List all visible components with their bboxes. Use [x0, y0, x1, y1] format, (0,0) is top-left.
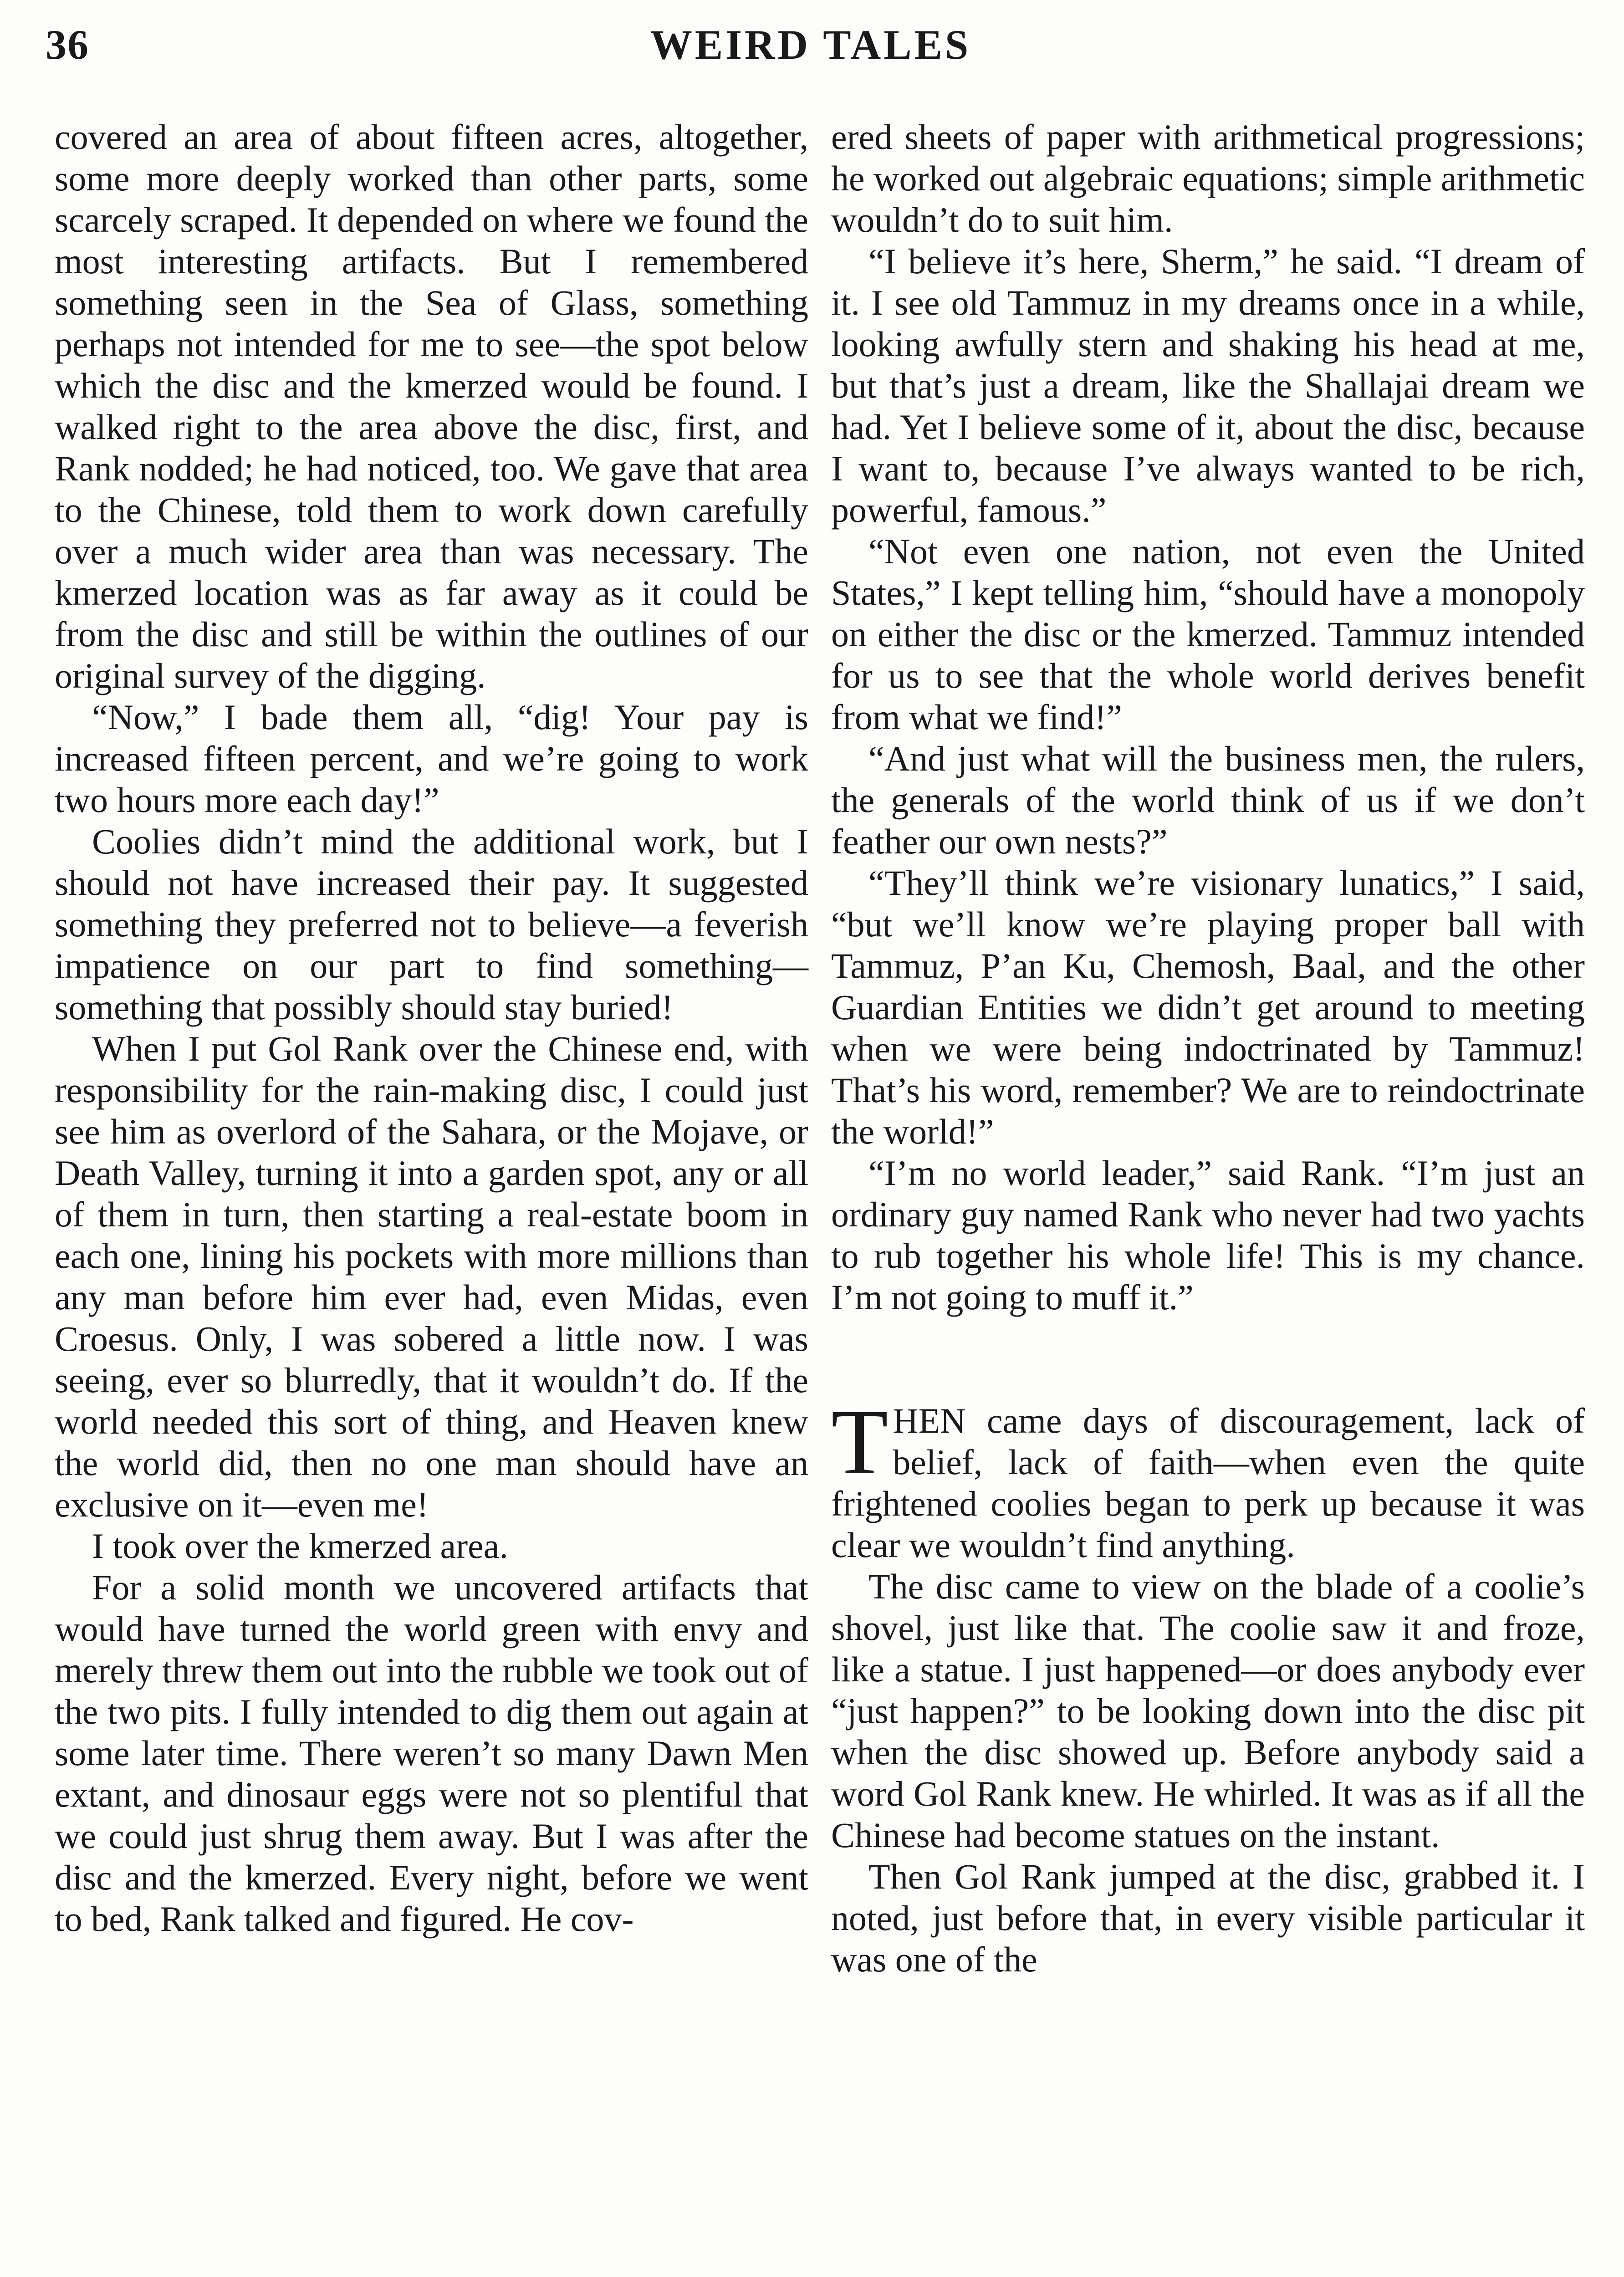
paragraph: covered an area of about fifteen acres, altogether, some more deeply worked than other parts, some scarcely scraped. It depended on where we found the most interesting artifacts. But I remembered something seen in the Sea of Glass, something perhaps not intended for me to see—the spot below which the disc and the kmerzed would be found. I walked right to the area above the disc, first, and Rank nodded; he had noticed, too. We gave that area to the Chinese, told them to work down carefully over a much wider area than was necessary. The kmerzed location was as far away as it could be from the disc and still be within the outlines of our original survey of the digging. — [55, 117, 808, 695]
paragraph: Coolies didn’t mind the additional work, but I should not have increased their pay. It suggested something they preferred not to believe—a feverish impatience on our part to find something—something that possibly should stay buried! — [55, 822, 808, 1027]
paragraph: I took over the kmerzed area. — [92, 1526, 508, 1566]
paragraph: The disc came to view on the blade of a coolie’s shovel, just like that. The coolie saw it and froze, like a statue. I just happened—or does anybody ever “just happen?” to be looking down into the disc pit when the disc showed up. Before anybody said a word Gol Rank knew. He whirled. It was as if all the Chinese had become statues on the instant. — [831, 1567, 1585, 1855]
paragraph: “I believe it’s here, Sherm,” he said. “I dream of it. I see old Tammuz in my dreams once in a while, looking awfully stern and shaking his head at me, but that’s just a dream, like the Shallajai dream we had. Yet I believe some of it, about the disc, because I want to, because I’ve always wanted to be rich, powerful, famous.” — [831, 241, 1585, 530]
paragraph: When I put Gol Rank over the Chinese end, with responsibility for the rain-making disc, I could just see him as overlord of the Sahara, or the Mojave, or Death Valley, turning it into a garden spot, any or all of them in turn, then starting a real-estate boom in each one, lining his pockets with more millions than any man before him ever had, even Midas, even Croesus. Only, I was sobered a little now. I was seeing, ever so blurredly, that it wouldn’t do. If the world needed this sort of thing, and Heaven knew the world did, then no one man should have an exclusive on it—even me! — [55, 1029, 808, 1524]
right-column — [831, 116, 1585, 1980]
paragraph: “And just what will the business men, the rulers, the generals of the world think of us if we don’t feather our own nests?” — [831, 739, 1585, 861]
paragraph: “Now,” I bade them all, “dig! Your pay is increased fifteen percent, and we’re going to work two hours more each day!” — [55, 697, 808, 820]
left-column — [55, 116, 808, 1940]
paragraph: ered sheets of paper with arithmetical progressions; he worked out algebraic equations; simple arithmetic wouldn’t do to suit him. — [831, 117, 1585, 240]
magazine-title: WEIRD TALES — [650, 21, 971, 68]
paragraph-text: HEN came days of discouragement, lack of belief, lack of faith—when even the quite frightened coolies began to perk up because it was clear we wouldn’t find anything. — [831, 1401, 1585, 1565]
paragraph: “They’ll think we’re visionary lunatics,” I said, “but we’ll know we’re playing proper ball with Tammuz, P’an Ku, Chemosh, Baal, and the other Guardian Entities we didn’t get around to meeting when we were being indoctrinated by Tammuz! That’s his word, remember? We are to reindoctrinate the world!” — [831, 863, 1585, 1151]
paragraph: Then Gol Rank jumped at the disc, grabbed it. I noted, just before that, in every visible particular it was one of the — [831, 1857, 1585, 1979]
paragraph: “I’m no world leader,” said Rank. “I’m just an ordinary guy named Rank who never had two yachts to rub together his whole life! This is my chance. I’m not going to muff it.” — [831, 1153, 1585, 1317]
paragraph: “Not even one nation, not even the United States,” I kept telling him, “should have a monopoly on either the disc or the kmerzed. Tammuz intended for us to see that the whole world derives benefit from what we find!” — [831, 531, 1585, 737]
drop-cap: T — [831, 1390, 889, 1494]
section-opening-paragraph — [831, 1390, 1585, 1566]
page-number: 36 — [46, 21, 89, 68]
page-header — [46, 18, 1576, 77]
paragraph: For a solid month we uncovered artifacts that would have turned the world green with envy and merely threw them out into the rubble we took out of the two pits. I fully intended to dig them out again at some later time. There weren’t so many Dawn Men extant, and dinosaur eggs were not so plentiful that we could just shrug them away. But I was after the disc and the kmerzed. Every night, before we went to bed, Rank talked and figured. He cov- — [55, 1567, 808, 1939]
